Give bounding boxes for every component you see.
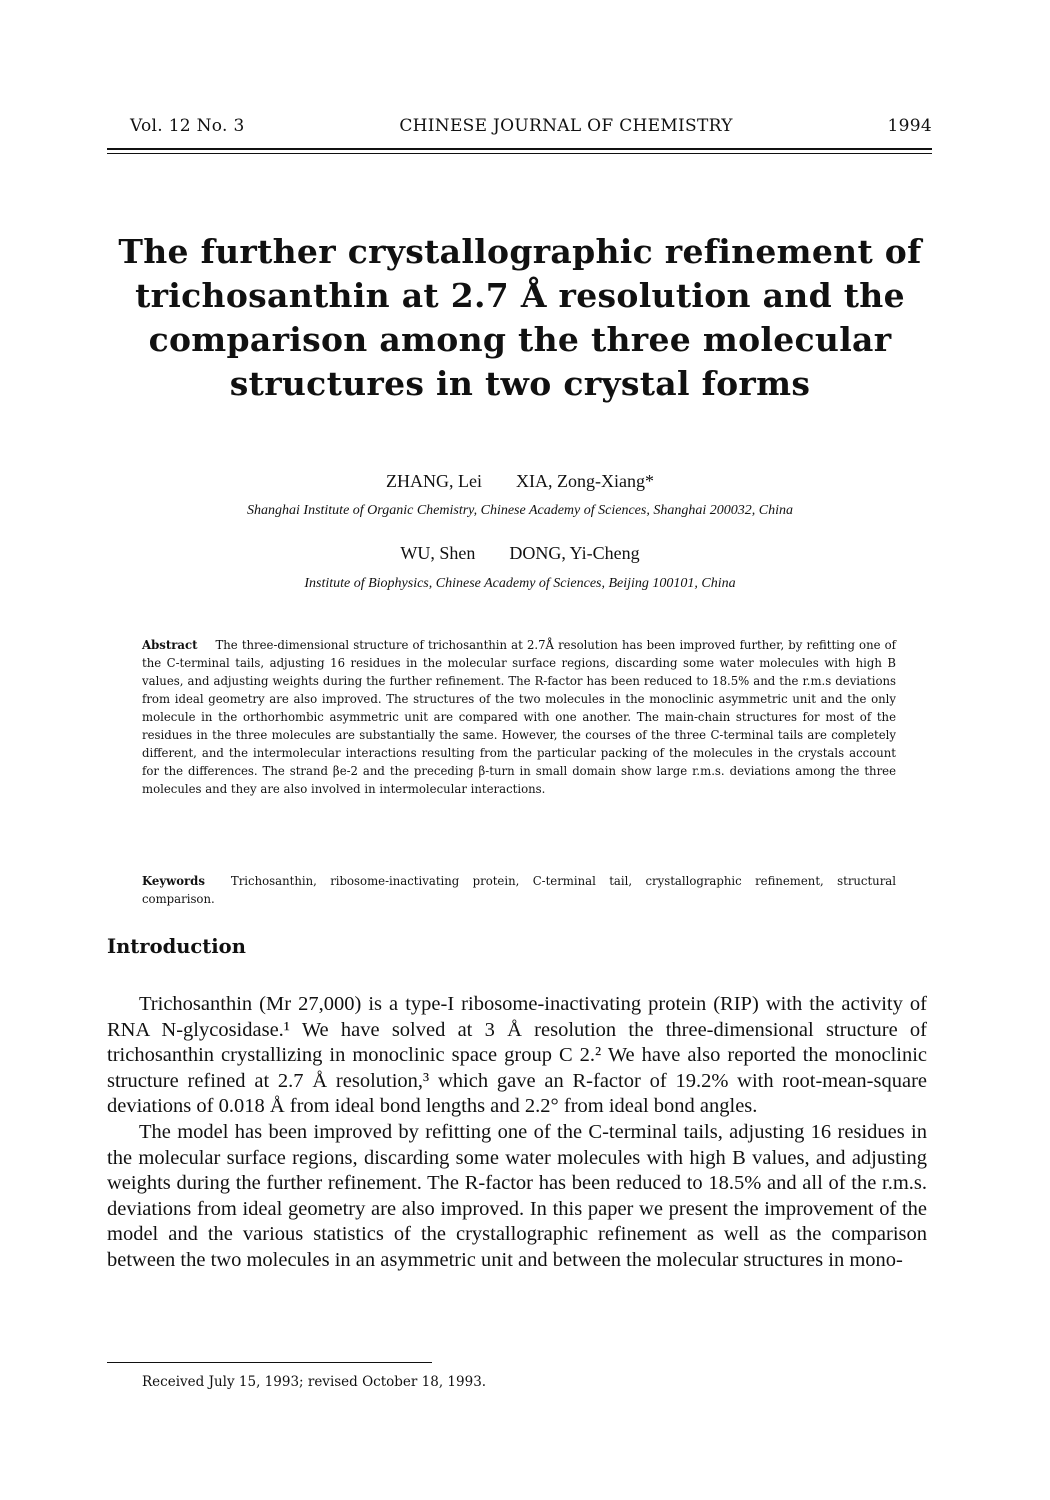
paragraph: The model has been improved by refitting one of the C-terminal tails, adjusting 16 residues in the molecular surface regions, discarding some water molecules with high B values, and adjusting weights during the further refinement. The R-factor has been reduced to 18.5% and all of the r.m.s. deviations from ideal geometry are also improved. In this paper we present the improvement of the model and the various statistics of the crystallographic refinement as well as the comparison between the two molecules in an asymmetric unit and between the molecular structures in mono- xyxy=(107,1120,927,1271)
header-rule-thin xyxy=(107,153,932,154)
running-header xyxy=(130,116,932,136)
abstract-text: The three-dimensional structure of trichosanthin at 2.7Å resolution has been improved further, by refitting one of the C-terminal tails, adjusting 16 residues in the molecular surface regions, discarding some water molecules with high B values, and adjusting weights during the further refinement. The R-factor has been reduced to 18.5% and the r.m.s deviations from ideal geometry are also improved. The structures of the two molecules in the monoclinic asymmetric unit and the only molecule in the orthorhombic asymmetric unit are compared with one another. The main-chain structures for most of the residues in the three molecules are substantially the same. However, the courses of the three C-terminal tails are completely different, and the intermolecular interactions resulting from the particular packing of the molecules in the crystals account for the differences. The strand βe-2 and the preceding β-turn in small domain show large r.m.s. deviations among the three molecules and they are also involved in intermolecular interactions. xyxy=(142,638,896,796)
header-rule-thick xyxy=(107,148,932,150)
author-name: XIA, Zong-Xiang* xyxy=(516,471,654,491)
affiliation-1: Shanghai Institute of Organic Chemistry, Chinese Academy of Sciences, Shanghai 200032, China xyxy=(247,503,793,518)
author-name: WU, Shen xyxy=(400,543,476,563)
author-name: ZHANG, Lei xyxy=(386,471,482,491)
affiliation-2: Institute of Biophysics, Chinese Academy of Sciences, Beijing 100101, China xyxy=(304,576,736,591)
section-heading: Introduction xyxy=(107,935,246,958)
title-line: comparison among the three molecular xyxy=(148,320,892,359)
volume-issue: Vol. 12 No. 3 xyxy=(130,116,245,136)
title-line: The further crystallographic refinement of xyxy=(118,232,922,271)
author-line-1 xyxy=(100,471,940,492)
keywords xyxy=(142,872,896,908)
paper-title xyxy=(100,230,940,406)
footnote-rule xyxy=(107,1362,432,1363)
publication-year: 1994 xyxy=(887,116,932,136)
title-line: trichosanthin at 2.7 Å resolution and the xyxy=(135,276,905,315)
title-line: structures in two crystal forms xyxy=(229,364,811,403)
footnote-received: Received July 15, 1993; revised October 18, 1993. xyxy=(142,1374,487,1390)
abstract-label: Abstract xyxy=(142,638,198,652)
paragraph: Trichosanthin (Mr 27,000) is a type-I ribosome-inactivating protein (RIP) with the activity of RNA N-glycosidase.¹ We have solved at 3 Å resolution the three-dimensional structure of trichosanthin crystallizing in monoclinic space group C 2.² We have also reported the monoclinic structure refined at 2.7 Å resolution,³ which gave an R-factor of 19.2% with root-mean-square deviations of 0.018 Å from ideal bond lengths and 2.2° from ideal bond angles. xyxy=(107,993,927,1118)
keywords-label: Keywords xyxy=(142,874,205,888)
journal-name: CHINESE JOURNAL OF CHEMISTRY xyxy=(399,116,733,136)
abstract xyxy=(142,636,896,798)
author-name: DONG, Yi-Cheng xyxy=(509,543,640,563)
introduction-body xyxy=(107,992,927,1274)
keywords-text: Trichosanthin, ribosome-inactivating protein, C-terminal tail, crystallographic refinement, structural comparison. xyxy=(142,874,896,906)
author-line-2 xyxy=(100,543,940,564)
